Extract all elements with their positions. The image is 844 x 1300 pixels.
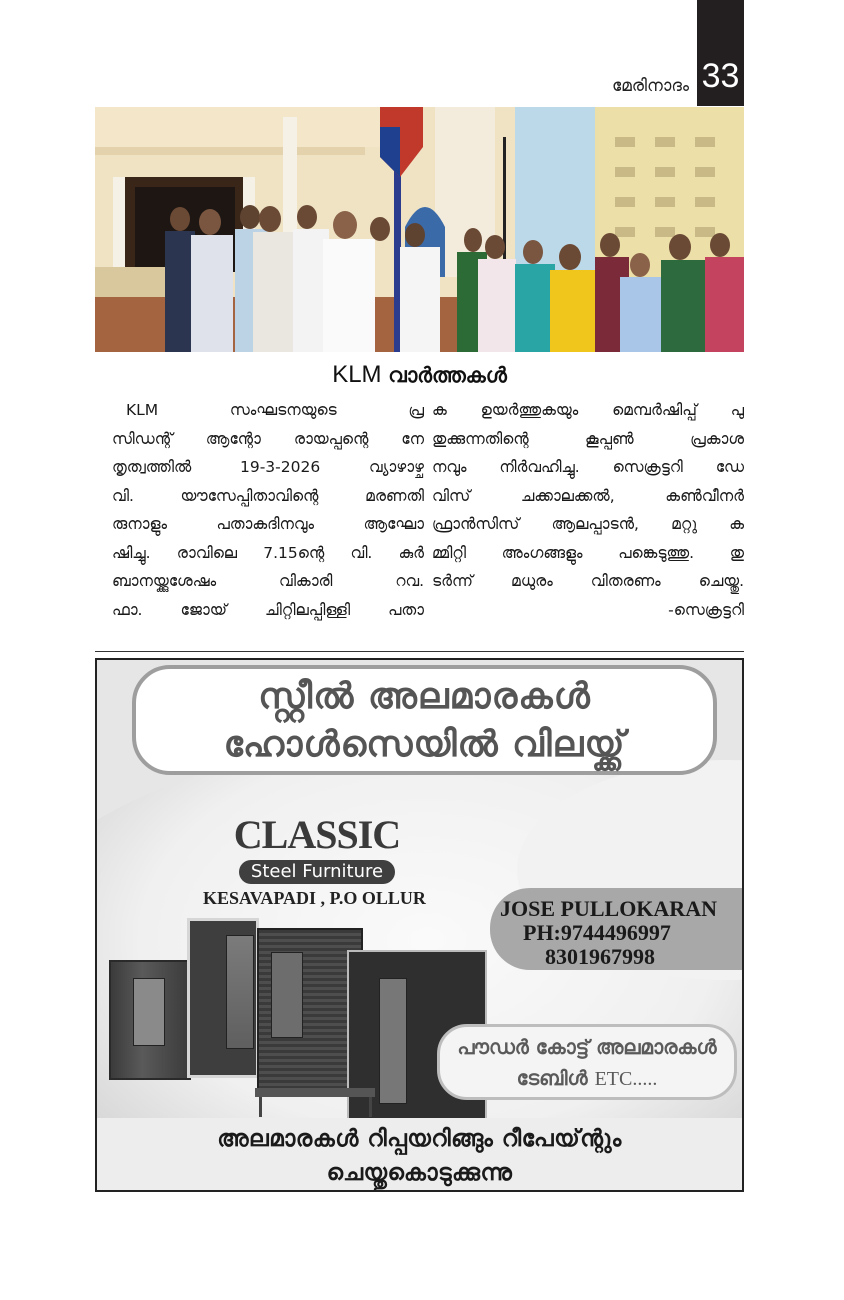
brand-subtitle: Steel Furniture	[239, 860, 395, 884]
article-title	[95, 360, 744, 390]
article-column-right	[432, 396, 744, 624]
article-line: തൃത്വത്തിൽ 19-3-2026 വ്യാഴാഴ്ച	[112, 458, 424, 476]
article-line: മ്മിറ്റി അംഗങ്ങളും പങ്കെടുത്തു. തു	[432, 543, 744, 562]
magazine-name: മേരിനാദം	[612, 76, 689, 96]
article-line: KLM സംഘടനയുടെ പ്ര	[126, 401, 424, 419]
article-line: ഫാ. ജോയ് ചിറ്റിലപ്പിള്ളി പതാ	[112, 600, 424, 619]
news-photo	[95, 107, 744, 352]
article-line: രുനാളും പതാകദിനവും ആഘോ	[112, 515, 424, 533]
article-line: നവും നിർവഹിച്ചു. സെക്രട്ടറി ഡേ	[432, 458, 744, 476]
ad-secondary-line	[440, 1063, 734, 1094]
wardrobe-image	[109, 960, 191, 1080]
article-line: ബാനയ്ക്കുശേഷം വികാരി റവ.	[112, 572, 424, 590]
brand-name: CLASSIC	[233, 812, 401, 857]
ad-footer-line: ചെയ്തുകൊടുക്കുന്നു	[326, 1160, 513, 1186]
ad-headline-line: സ്റ്റീൽ അലമാരകൾ	[258, 676, 591, 717]
table-leg	[369, 1097, 372, 1117]
flag-hoisting-photo	[95, 107, 744, 352]
ad-secondary-table: ടേബിൾ	[516, 1066, 588, 1090]
ad-secondary-line: പൗഡർ കോട്ട് അലമാരകൾ	[457, 1035, 717, 1059]
article-line: ടർന്ന് മധുരം വിതരണം ചെയ്തു.	[432, 572, 744, 590]
article-line: സിഡന്റ് ആന്റോ രായപ്പന്റെ നേ	[112, 429, 424, 448]
ad-secondary-pill	[437, 1024, 737, 1100]
wardrobe-image	[187, 918, 259, 1078]
advertisement	[95, 658, 744, 1192]
ad-footer	[97, 1118, 742, 1192]
ad-footer-line: അലമാരകൾ റിപ്പയറിങ്ങും റീപേയ്ന്റും	[217, 1126, 622, 1152]
section-divider	[95, 651, 744, 652]
article-title-latin: KLM	[332, 361, 382, 388]
contact-box	[490, 888, 744, 970]
ad-headline	[132, 665, 717, 775]
mirror	[379, 978, 407, 1104]
article-line: വി. യൗസേപ്പിതാവിന്റെ മരണതി	[112, 486, 424, 505]
article-title-malayalam: വാർത്തകൾ	[388, 363, 507, 387]
page-number: 33	[701, 57, 740, 95]
table-leg	[259, 1097, 262, 1117]
mirror	[133, 978, 165, 1046]
brand-block	[197, 812, 437, 884]
article-column-left	[112, 396, 424, 624]
article-line: ഫ്രാൻസിസ് ആലപ്പാടൻ, മറ്റു ക	[432, 515, 744, 533]
contact-phone: 8301967998	[545, 944, 655, 969]
contact-name: JOSE PULLOKARAN	[500, 896, 717, 921]
article-line: ഷിച്ചു. രാവിലെ 7.15ന്റെ വി. കുർ	[112, 543, 424, 562]
article-signoff: -സെക്രട്ടറി	[668, 600, 744, 619]
article-line: തുക്കുന്നതിന്റെ കൂപ്പൺ പ്രകാശ	[432, 429, 744, 448]
article-line: വിസ് ചക്കാലക്കൽ, കൺവീനർ	[432, 486, 744, 505]
contact-phone: PH:9744496997	[523, 920, 671, 945]
ad-secondary-etc: ETC.....	[594, 1068, 658, 1090]
mirror	[226, 935, 254, 1049]
ad-headline-line: ഹോൾസെയിൽ വിലയ്ക്ക്	[223, 724, 626, 765]
table-image	[255, 1088, 375, 1097]
mirror	[271, 952, 303, 1038]
brand-address: KESAVAPADI , P.O OLLUR	[203, 888, 426, 908]
article-line: ക ഉയർത്തുകയും മെമ്പർഷിപ്പ് പു	[432, 401, 744, 419]
